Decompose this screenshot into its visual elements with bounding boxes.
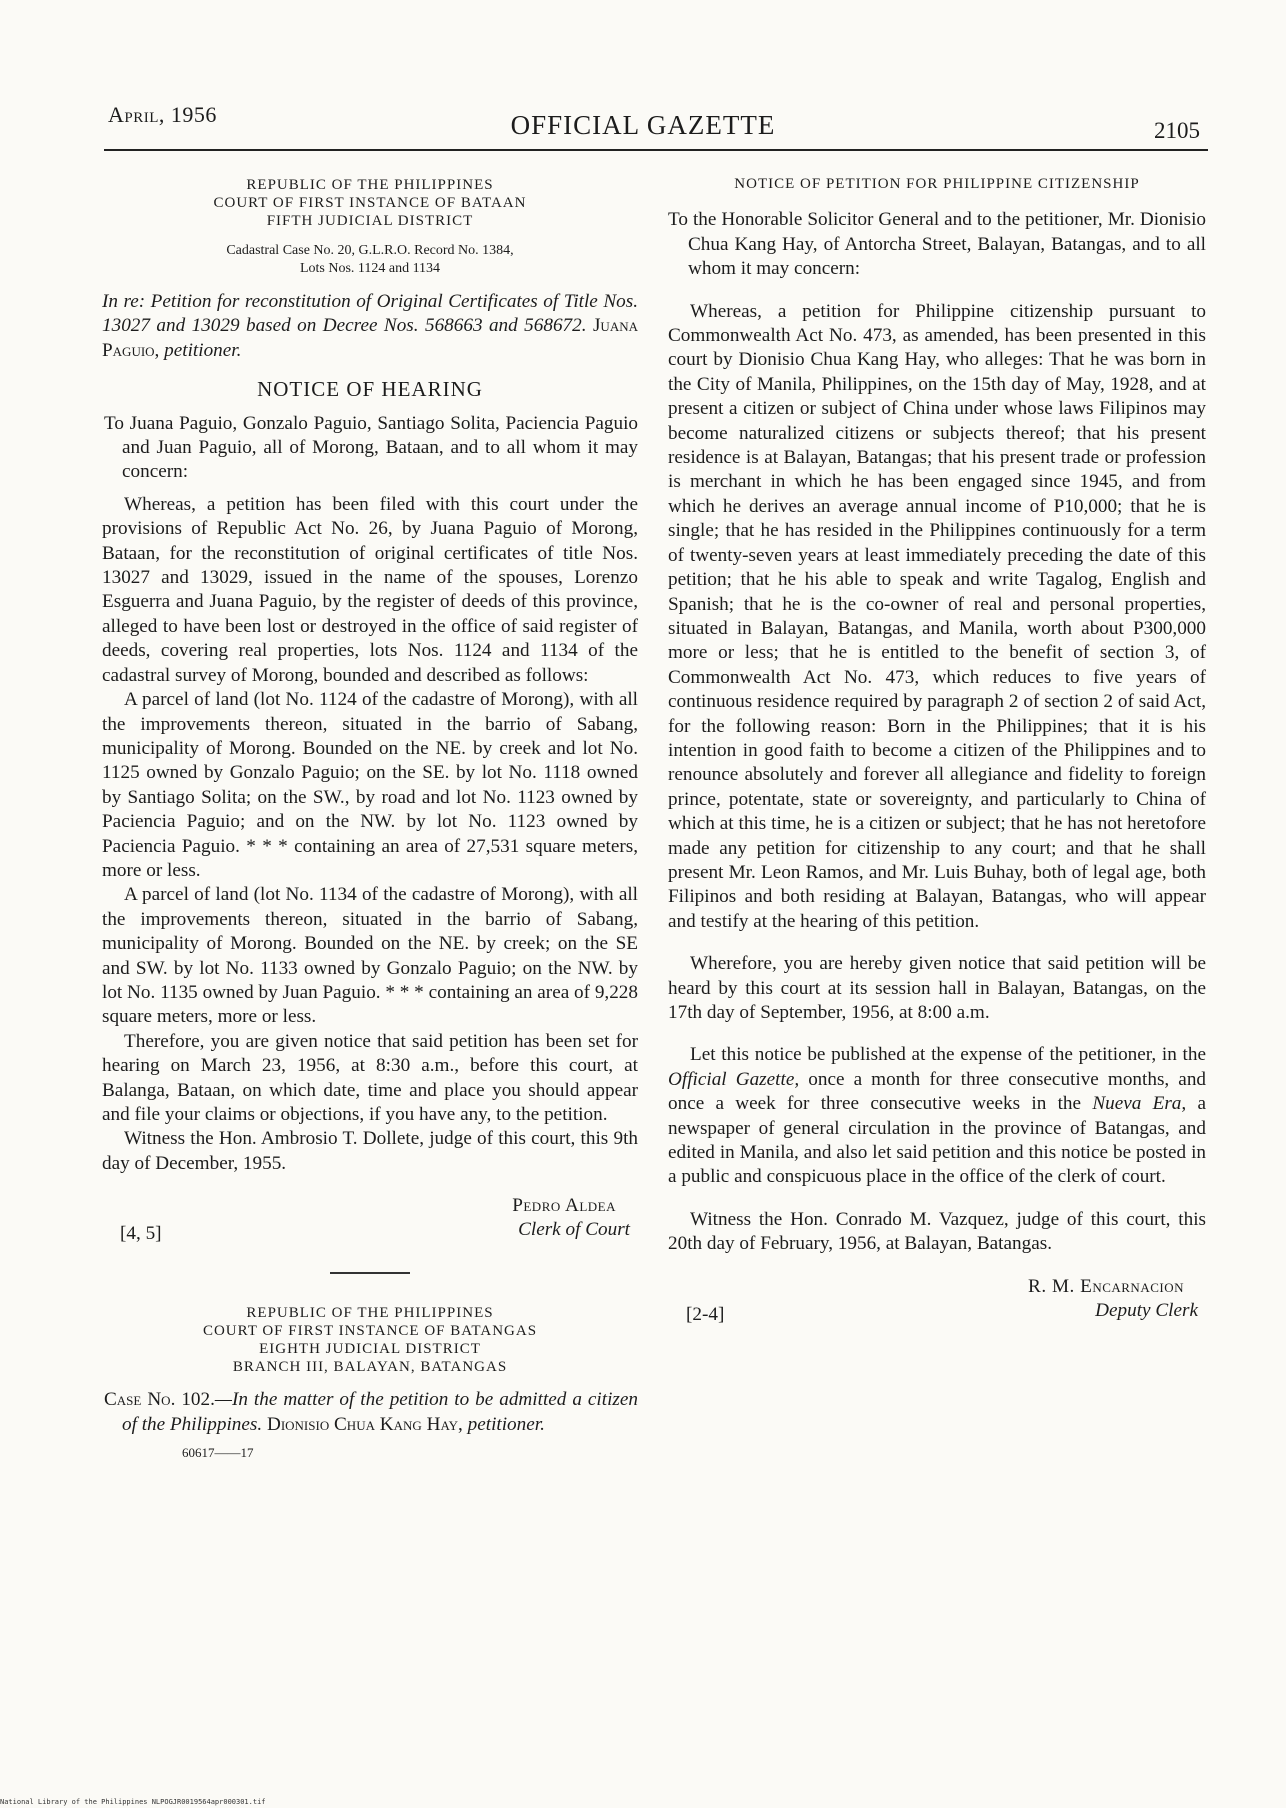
caption-text: In re: Petition for reconstitution of Original Certificates of Title Nos. 13027 and 13029 based on Decree Nos. 568663 and 568672.	[102, 291, 638, 337]
body-paragraph: Witness the Hon. Ambrosio T. Dollete, judge of this court, this 9th day of December, 1955.	[102, 1128, 638, 1174]
body-paragraph: A parcel of land (lot No. 1124 of the cadastre of Morong), with all the improvements thereon, situated in the barrio of Sabang, municipality of Morong. Bounded on the NE. by creek and lot No. 1125 owned by Gonzalo Paguio; on the SE. by lot No. 1118 owned by Santiago Solita; on the SW., by road and lot No. 1123 owned by Paciencia Paguio; and on the NW. by lot No. 1123 owned by Paciencia Paguio. * * * containing an area of 27,531 square meters, more or less.	[102, 689, 638, 881]
body-paragraph: A parcel of land (lot No. 1134 of the cadastre of Morong), with all the improvements thereon, situated in the barrio of Sabang, municipality of Morong. Bounded on the NE. by creek; on the SE and SW. by lot No. 1133 owned by Gonzalo Paguio; on the NW. by lot No. 1135 owned by Juan Paguio. * * * containing an area of 9,228 square meters, more or less.	[102, 884, 638, 1028]
case-number: Case No. 102.	[104, 1389, 215, 1411]
notice-heading: NOTICE OF PETITION FOR PHILIPPINE CITIZENSHIP	[734, 176, 1140, 192]
court-line: EIGHTH JUDICIAL DISTRICT	[259, 1341, 481, 1358]
body-paragraph: Whereas, a petition for Philippine citizenship pursuant to Commonwealth Act No. 473, as amended, has been presented in this court by Dionisio Chua Kang Hay, who alleges: That he was born in the City of Manila, Philippines, on the 15th day of May, 1928, and at present a citizen or subject of China under whose laws Filipinos may become naturalized citizens or subjects thereof; that his present residence is at Balayan, Batangas; that his present trade or profession is merchant in which he has been engaged since 1945, and from which he derives an average annual income of P10,000; that he is single; that he has resided in the Philippines continuously for a term of twenty-seven years at least immediately preceding the date of this petition; that he his able to speak and write Tagalog, English and Spanish; that he is the co-owner of real and personal properties, situated in Balayan, Batangas, and Manila, worth about P300,000 more or less; that he is entitled to the benefit of section 3, of Commonwealth Act No. 473, which reduces to five years of continuous residence required by paragraph 2 of section 2 of said Act, for the following reason: Born in the Philippines; that it is his intention in good faith to become a citizen of the Philippines and to renounce absolutely and forever all allegiance and fidelity to foreign prince, potentate, state or sovereignty, and particularly to China of which at this time, he is a citizen or subject; that he has not heretofore made any petition for citizenship to any court; and that he shall present Mr. Leon Ramos, and Mr. Luis Buhay, both of legal age, both Filipinos and both residing at Balayan, Batangas, who will appear and testify at the hearing of this petition.	[668, 300, 1206, 932]
signature-block	[102, 1194, 638, 1246]
signatory-title: Clerk of Court	[518, 1219, 630, 1241]
case-line: Lots Nos. 1124 and 1134	[299, 261, 441, 276]
case-caption	[102, 290, 638, 363]
case-line: Cadastral Case No. 20, G.L.R.O. Record No. 1384,	[226, 243, 514, 258]
text-run: Let this notice be published at the expense of the petitioner, in the	[690, 1044, 1206, 1066]
body-paragraph: Witness the Hon. Conrado M. Vazquez, judge of this court, this 20th day of February, 1956, at Balayan, Batangas.	[668, 1208, 1206, 1255]
text-run: once a month for three consecutive months, and once a week for three consecutive weeks in the	[668, 1068, 1207, 1115]
case-description: —In the matter of the petition to be admitted a citizen of the Philippines.	[122, 1389, 638, 1435]
notice-address: To Juana Paguio, Gonzalo Paguio, Santiago Solita, Paciencia Paguio and Juan Paguio, all of Morong, Bataan, and to all whom it may concern:	[104, 412, 638, 483]
notice-title: NOTICE OF HEARING	[257, 377, 483, 402]
signatory-title: Deputy Clerk	[1095, 1299, 1198, 1321]
signature-block	[668, 1275, 1206, 1327]
signatory-name: R. M. Encarnacion	[1028, 1275, 1184, 1297]
page-number: 2105	[1154, 118, 1200, 143]
publication-title: OFFICIAL GAZETTE	[510, 110, 776, 140]
court-line: COURT OF FIRST INSTANCE OF BATANGAS	[202, 1323, 538, 1340]
body-paragraph: Wherefore, you are hereby given notice that said petition will be heard by this court at its session hall in Balayan, Batangas, on the 17th day of September, 1956, at 8:00 a.m.	[668, 953, 1206, 1023]
issue-reference: [4, 5]	[120, 1223, 162, 1245]
header-rule	[104, 149, 1208, 151]
court-heading-bataan	[102, 176, 638, 230]
court-line: REPUBLIC OF THE PHILIPPINES	[246, 1305, 494, 1322]
newspaper-name: Nueva Era,	[1092, 1093, 1187, 1115]
left-column	[102, 172, 638, 1465]
petitioner-role: petitioner.	[467, 1413, 545, 1435]
section-divider	[330, 1272, 410, 1274]
publication-name: Official Gazette,	[668, 1068, 800, 1090]
court-line: COURT OF FIRST INSTANCE OF BATAAN	[213, 195, 527, 211]
court-line: FIFTH JUDICIAL DISTRICT	[266, 213, 474, 229]
notice-address: To the Honorable Solicitor General and to the petitioner, Mr. Dionisio Chua Kang Hay, of Antorcha Street, Balayan, Batangas, and to all whom it may concern:	[668, 209, 1206, 280]
petitioner-role: petitioner.	[164, 339, 242, 361]
print-code: 60617——17	[182, 1445, 254, 1461]
right-column	[668, 172, 1206, 1327]
body-paragraph	[668, 1043, 1206, 1189]
court-heading-batangas	[102, 1304, 638, 1376]
issue-reference: [2-4]	[686, 1303, 725, 1325]
signatory-name: Pedro Aldea	[512, 1195, 616, 1217]
body-paragraph: Therefore, you are given notice that said petition has been set for hearing on March 23, 1956, at 8:30 a.m., before this court, at Balanga, Bataan, on which date, time and place you should appear and file your claims or objections, if you have any, to the petition.	[102, 1030, 638, 1125]
case-caption-2	[104, 1388, 638, 1437]
text-run: a newspaper of general circulation in the province of Batangas, and edited in Manila, and also let said petition and this notice be posted in a public and conspicuous place in the office of the clerk of court.	[668, 1093, 1206, 1188]
issue-date: April, 1956	[108, 102, 217, 127]
case-reference	[102, 242, 638, 278]
petitioner-name: Juana Paguio,	[102, 315, 638, 361]
court-line: REPUBLIC OF THE PHILIPPINES	[246, 177, 494, 193]
body-paragraph: Whereas, a petition has been filed with this court under the provisions of Republic Act No. 26, by Juana Paguio of Morong, Bataan, for the reconstitution of original certificates of title Nos. 13027 and 13029, issued in the name of the spouses, Lorenzo Esguerra and Juana Paguio, by the register of deeds of this province, alleged to have been lost or destroyed in the office of said register of deeds, covering real properties, lots Nos. 1124 and 1134 of the cadastral survey of Morong, bounded and described as follows:	[102, 493, 638, 686]
scan-footer: National Library of the Philippines NLPOGJR0019564apr000301.tif	[0, 1798, 266, 1806]
court-line: BRANCH III, BALAYAN, BATANGAS	[232, 1359, 508, 1376]
petitioner-name: Dionisio Chua Kang Hay,	[266, 1413, 463, 1435]
